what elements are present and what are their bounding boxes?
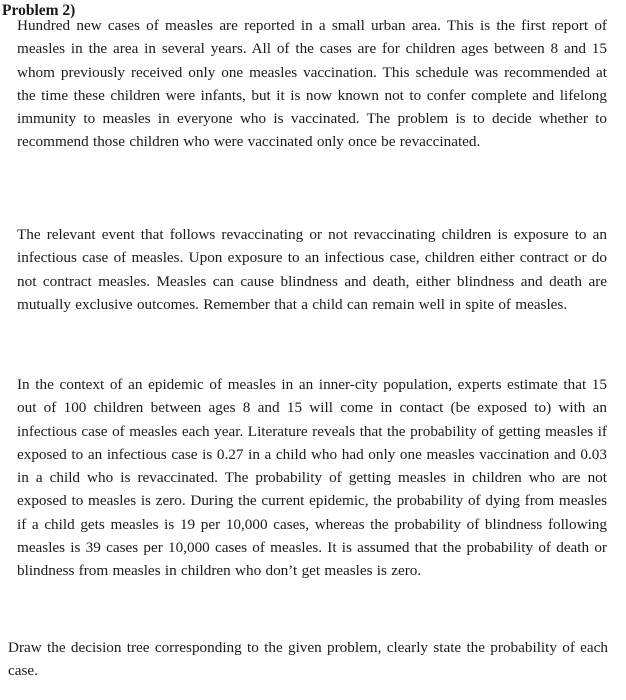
paragraph-background: Hundred new cases of measles are reported in a small urban area. This is the first report of measles in the area in several years. All of the cases are for children ages between 8 and 15 whom previously received only one measles vaccination. This schedule was recommended at the time these children were infants, but it is now known not to confer complete and lifelong immunity to measles in everyone who is vaccinated. The problem is to decide whether to recommend those children who were vaccinated only once be revaccinated. bbox=[17, 17, 607, 151]
paragraph-events: The relevant event that follows revaccinating or not revaccinating children is exposure to an infectious case of measles. Upon exposure to an infectious case, children either contract or do not contract measles. Measles can cause blindness and death, either blindness and death are mutually exclusive outcomes. Remember that a child can remain well in spite of measles. bbox=[17, 226, 607, 313]
paragraph-probabilities: In the context of an epidemic of measles in an inner-city population, experts estimate that 15 out of 100 children between ages 8 and 15 will come in contact (be exposed to) with an infectious case of measles each year. Literature reveals that the probability of getting measles if exposed to an infectious case is 0.27 in a child who had only one measles vaccination and 0.03 in a child who is revaccinated. The probability of getting measles in children who are not exposed to measles is zero. During the current epidemic, the probability of dying from measles if a child gets measles is 19 per 10,000 cases, whereas the probability of blindness following measles is 39 cases per 10,000 cases of measles. It is assumed that the probability of death or blindness from measles in children who don’t get measles is zero. bbox=[17, 376, 607, 580]
problem-title: Problem 2) bbox=[2, 2, 76, 19]
paragraph-task: Draw the decision tree corresponding to the given problem, clearly state the probability of each case. bbox=[8, 639, 608, 680]
